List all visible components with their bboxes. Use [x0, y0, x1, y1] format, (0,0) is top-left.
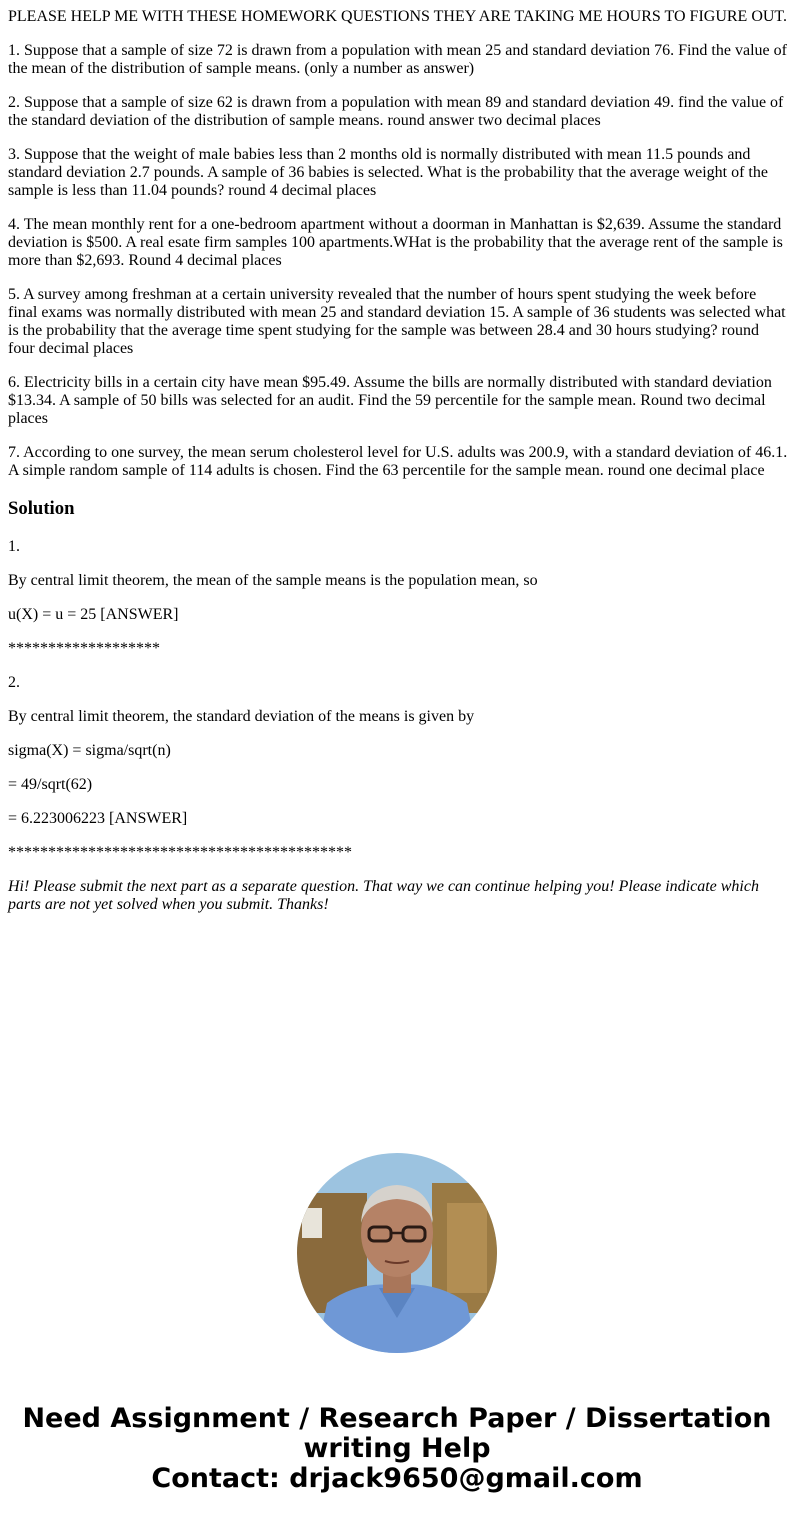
question-intro: PLEASE HELP ME WITH THESE HOMEWORK QUESTIONS THEY ARE TAKING ME HOURS TO FIGURE OUT. [8, 8, 788, 25]
solution-heading: Solution [8, 498, 75, 519]
solution-line: 1. [8, 538, 20, 555]
closing-note: Hi! Please submit the next part as a separate question. That way we can continue helping you! Please indicate which parts are not yet solved when you submit. Thanks! [8, 878, 759, 913]
avatar-portrait-icon [297, 1153, 497, 1353]
solution-line: = 49/sqrt(62) [8, 776, 93, 793]
footer-line-1: Need Assignment / Research Paper / Dissertation [22, 1403, 772, 1434]
question-item-2: 2. Suppose that a sample of size 62 is drawn from a population with mean 89 and standard deviation 49. find the value of the standard deviation of the distribution of sample means. round answer two decimal places [8, 94, 784, 129]
avatar [297, 1153, 497, 1353]
solution-line: By central limit theorem, the mean of the sample means is the population mean, so [8, 572, 538, 589]
solution-line: By central limit theorem, the standard deviation of the means is given by [8, 708, 475, 725]
question-item-4: 4. The mean monthly rent for a one-bedroom apartment without a doorman in Manhattan is $2,639. Assume the standard deviation is $500. A real esate firm samples 100 apartments.WHat is the probability that the average rent of the sample is more than $2,693. Round 4 decimal places [8, 216, 783, 269]
footer-line-2: writing Help [303, 1433, 491, 1464]
solution-line: u(X) = u = 25 [ANSWER] [8, 606, 179, 623]
solution-separator: ******************* [8, 640, 160, 657]
solution-line: 2. [8, 674, 20, 691]
solution-separator: ******************************************* [8, 844, 352, 861]
footer-contact-email: Contact: drjack9650@gmail.com [151, 1463, 643, 1494]
solution-line: sigma(X) = sigma/sqrt(n) [8, 742, 171, 759]
question-item-1: 1. Suppose that a sample of size 72 is drawn from a population with mean 25 and standard deviation 76. Find the value of the mean of the distribution of sample means. (only a number as answer) [8, 42, 787, 77]
question-item-5: 5. A survey among freshman at a certain university revealed that the number of hours spent studying the week before final exams was normally distributed with mean 25 and standard deviation 15. A sample of 36 students was selected what is the probability that the average time spent studying for the sample was between 28.4 and 30 hours studying? round four decimal places [8, 286, 786, 357]
solution-line: = 6.223006223 [ANSWER] [8, 810, 188, 827]
question-item-6: 6. Electricity bills in a certain city have mean $95.49. Assume the bills are normally distributed with standard deviation $13.34. A sample of 50 bills was selected for an audit. Find the 59 percentile for the sample mean. Round two decimal places [8, 374, 772, 427]
footer-contact-banner [0, 1404, 794, 1494]
document-body [8, 8, 788, 914]
question-item-7: 7. According to one survey, the mean serum cholesterol level for U.S. adults was 200.9, with a standard deviation of 46.1. A simple random sample of 114 adults is chosen. Find the 63 percentile for the sample mean. round one decimal place [8, 444, 788, 479]
question-item-3: 3. Suppose that the weight of male babies less than 2 months old is normally distributed with mean 11.5 pounds and standard deviation 2.7 pounds. A sample of 36 babies is selected. What is the probability that the average weight of the sample is less than 11.04 pounds? round 4 decimal places [8, 146, 768, 199]
